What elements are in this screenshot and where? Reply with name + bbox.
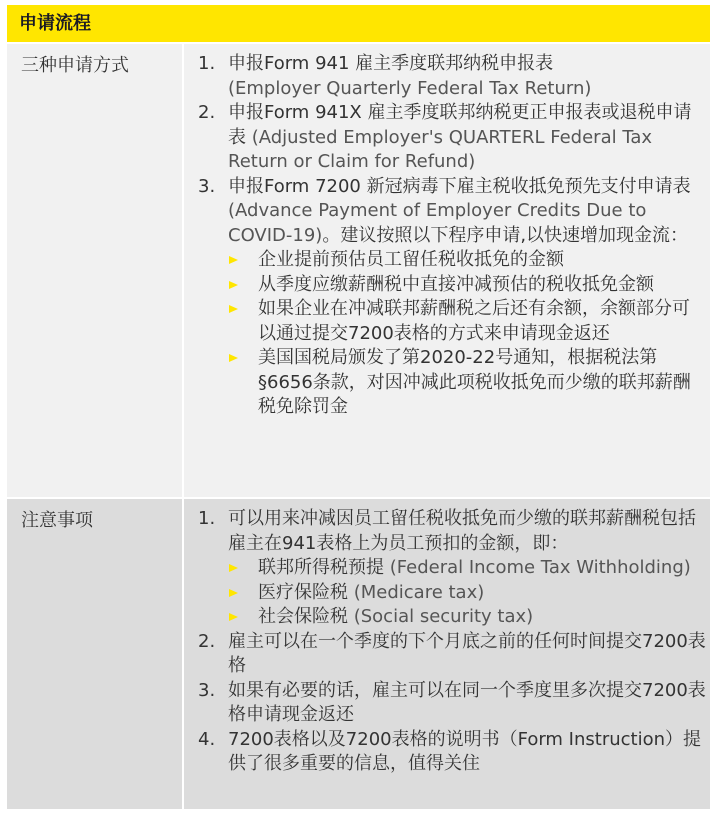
- row-label-cell: [7, 44, 182, 497]
- list-item: [184, 630, 710, 679]
- bullet-item: [228, 581, 706, 606]
- bullet-item: [228, 605, 706, 630]
- table-header: 申请流程: [7, 5, 710, 42]
- bullet-english: (Medicare tax): [348, 581, 485, 603]
- item-text: 7200表格以及7200表格的说明书（Form Instruction）提供了很多重要的信息，值得关住: [228, 728, 702, 774]
- row-label-methods: 三种申请方式: [21, 55, 129, 76]
- row-content-methods: [184, 44, 710, 497]
- bullet-item: [228, 273, 706, 298]
- list-item: [184, 101, 710, 175]
- list-item: [184, 679, 710, 728]
- item-number: 3.: [198, 175, 216, 197]
- bullet-text: 联邦所得税预提: [258, 557, 384, 578]
- bullet-item: [228, 346, 706, 420]
- bullet-text: 医疗保险税: [258, 581, 348, 603]
- triangle-bullet-icon: [229, 613, 238, 621]
- bullet-text: 美国国税局颁发了第2020-22号通知，根据税法第§6656条款，对因冲减此项税收抵免而少缴的联邦薪酬税免除罚金: [258, 347, 691, 417]
- list-item: [184, 52, 710, 101]
- triangle-bullet-icon: [229, 281, 238, 289]
- item-text: 申报Form 941X 雇主季度联邦纳税更正申报表或退税申请表: [228, 102, 692, 148]
- methods-list: [184, 44, 710, 420]
- bullet-text: 社会保险税: [258, 606, 348, 627]
- triangle-bullet-icon: [229, 354, 238, 362]
- item-number: 1.: [198, 53, 216, 74]
- bullet-text: 从季度应缴薪酬税中直接冲减预估的税收抵免金额: [258, 273, 654, 295]
- item-english: (Adjusted Employer's QUARTERL Federal Tax Return or Claim for Refund): [228, 126, 653, 172]
- triangle-bullet-icon: [229, 305, 238, 313]
- list-item: [184, 175, 710, 420]
- item-text-tail: 。建议按照以下程序申请,以快速增加现金流：: [322, 224, 689, 246]
- list-item: [184, 507, 710, 630]
- bullet-item: [228, 297, 706, 346]
- row-content-notes: [184, 499, 710, 809]
- tax-bullets: [228, 556, 706, 630]
- bullet-item: [228, 248, 706, 273]
- notes-list: [184, 499, 710, 777]
- item-text: 可以用来冲减因员工留任税收抵免而少缴的联邦薪酬税包括雇主在941表格上为员工预扣的金额，即：: [228, 508, 696, 554]
- item-text: 雇主可以在一个季度的下个月底之前的任何时间提交7200表格: [228, 630, 706, 676]
- triangle-bullet-icon: [229, 589, 238, 597]
- item-number: 4.: [198, 728, 216, 750]
- item-text: 如果有必要的话，雇主可以在同一个季度里多次提交7200表格申请现金返还: [228, 679, 706, 725]
- item-number: 2.: [198, 630, 216, 652]
- triangle-bullet-icon: [229, 256, 238, 264]
- item-number: 2.: [198, 102, 216, 123]
- bullet-english: (Federal Income Tax Withholding): [384, 557, 691, 578]
- procedure-bullets: [228, 248, 706, 420]
- item-english: (Advance Payment of Employer Credits Due to COVID-19): [228, 200, 647, 246]
- item-number: 1.: [198, 508, 216, 529]
- item-text: 申报Form 941 雇主季度联邦纳税申报表: [228, 53, 554, 74]
- bullet-item: [228, 556, 706, 581]
- bullet-text: 如果企业在冲减联邦薪酬税之后还有余额，余额部分可以通过提交7200表格的方式来申请现金返还: [258, 298, 690, 344]
- row-label-cell: [7, 499, 182, 809]
- bullet-text: 企业提前预估员工留任税收抵免的金额: [258, 249, 564, 270]
- item-text: 申报Form 7200 新冠病毒下雇主税收抵免预先支付申请表: [228, 175, 691, 197]
- triangle-bullet-icon: [229, 564, 238, 572]
- item-number: 3.: [198, 679, 216, 701]
- item-english: (Employer Quarterly Federal Tax Return): [228, 77, 592, 99]
- bullet-english: (Social security tax): [348, 606, 534, 627]
- list-item: [184, 728, 710, 777]
- row-label-notes: 注意事项: [21, 510, 93, 531]
